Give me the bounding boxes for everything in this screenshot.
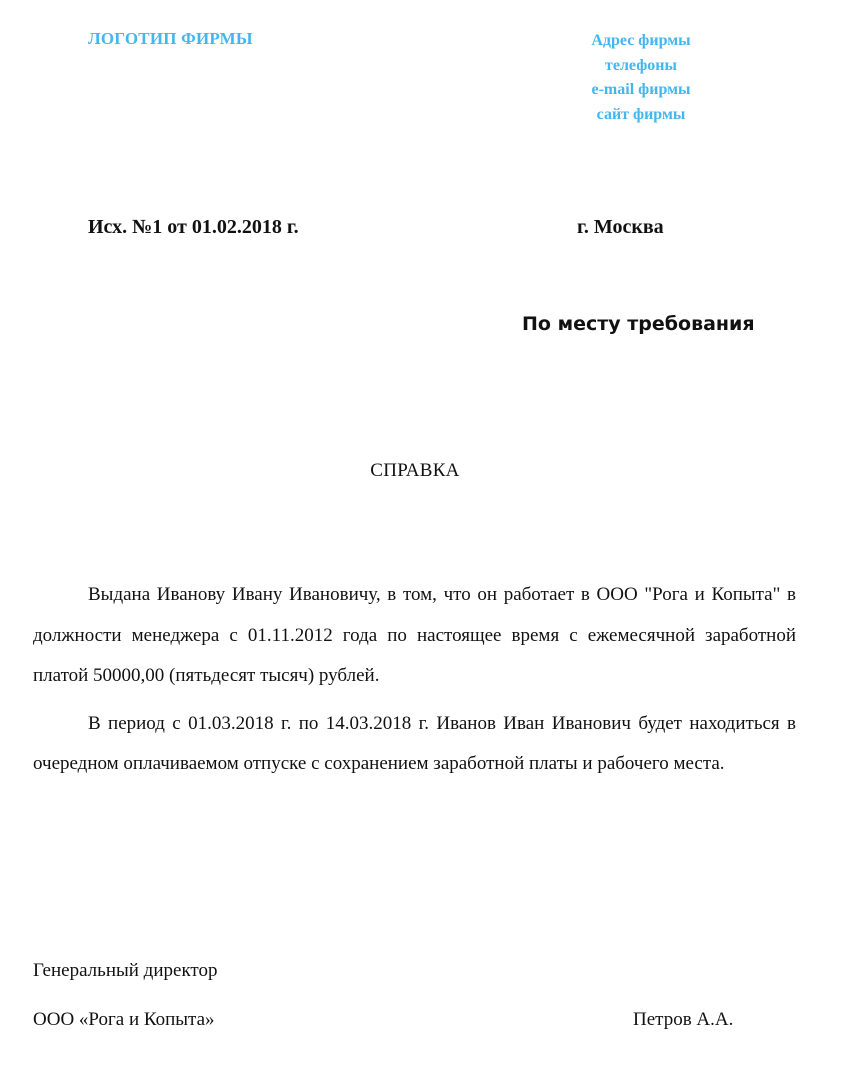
company-contacts bbox=[540, 29, 742, 127]
document-body bbox=[33, 575, 796, 792]
signatory-organization: ООО «Рога и Копыта» bbox=[33, 1009, 215, 1030]
body-paragraph-vacation: В период с 01.03.2018 г. по 14.03.2018 г. Иванов Иван Иванович будет находиться в очередном оплачиваемом отпуске с сохранением заработной платы и рабочего места. bbox=[33, 712, 796, 774]
company-logo-placeholder: ЛОГОТИП ФИРМЫ bbox=[88, 29, 253, 48]
signatory-name: Петров А.А. bbox=[633, 1009, 734, 1030]
company-address: Адрес фирмы bbox=[591, 32, 691, 49]
body-paragraph-employment: Выдана Иванову Ивану Ивановичу, в том, что он работает в ООО "Рога и Копыта" в должности менеджера с 01.11.2012 года по настоящее время с ежемесячной заработной платой 50000,00 (пятьдесят тысяч) рублей. bbox=[33, 584, 796, 686]
recipient: По месту требования bbox=[522, 313, 755, 335]
company-website: сайт фирмы bbox=[596, 105, 686, 123]
signatory-role: Генеральный директор bbox=[33, 960, 218, 981]
company-email: e-mail фирмы bbox=[591, 81, 691, 98]
outgoing-number-date: Исх. №1 от 01.02.2018 г. bbox=[88, 216, 299, 238]
company-phones: телефоны bbox=[604, 56, 677, 74]
document-title: СПРАВКА bbox=[370, 460, 460, 481]
city: г. Москва bbox=[577, 216, 664, 238]
